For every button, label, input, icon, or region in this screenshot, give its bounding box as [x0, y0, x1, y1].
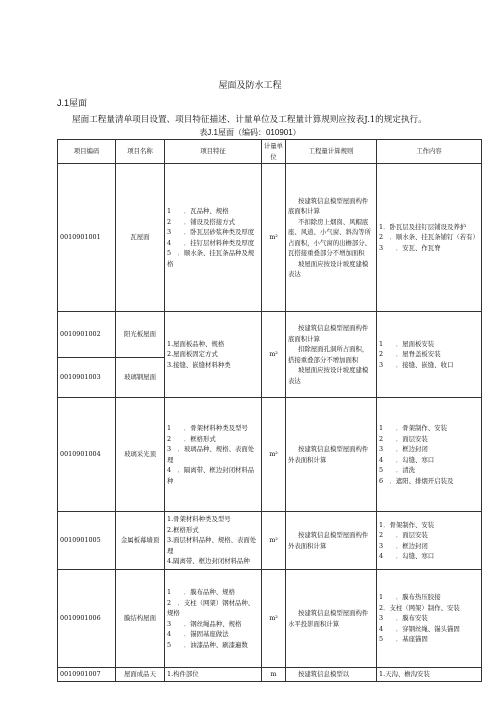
work-line: 3 ．框边封闭: [379, 541, 428, 550]
work-line: 2 ．顺水条、挂瓦条铺钉（若有）: [379, 233, 479, 242]
work-line: 6 ．遮阳、排烟开启装及: [379, 476, 454, 485]
calc-rule-cell: [286, 668, 377, 682]
work-line: 3 ．安瓦、作瓦脊: [379, 243, 441, 252]
work-content-cell: [377, 164, 482, 312]
section-heading: J.1屋面: [57, 98, 88, 108]
unit-cell: m²: [262, 312, 286, 398]
header-item-code: 项目编码: [58, 140, 116, 164]
rule-line: 按建筑信息模型以: [298, 670, 350, 678]
feature-line: 1 ．膜布品种、规格: [167, 588, 235, 596]
rule-line: 坡屋面应按设计坡度建模表达: [288, 259, 369, 278]
feature-line: 2.框格形式: [167, 525, 199, 534]
feature-line: 4 ．挂钉层材料种类及厚度: [167, 238, 255, 247]
unit-cell: m: [262, 668, 286, 682]
rule-line: 按建筑信息模型屋面构件水平投影面积计算: [288, 609, 369, 628]
work-line: 4 ．勾缝、寒口: [379, 455, 435, 464]
intro-paragraph: 屋面工程量清单项目设置、项目特征描述、计量单位及工程量计算规则应按表J.1的规定执行。: [72, 115, 427, 125]
feature-line: 1.骨架材料种类及型号: [167, 515, 231, 524]
item-features-cell: [165, 512, 262, 570]
calc-rule-cell: [286, 512, 377, 570]
unit-cell: m²: [262, 512, 286, 570]
feature-line: 5 ．油漆品种、刷漆遍数: [167, 640, 248, 649]
item-name-cell: 屋面成品天: [116, 668, 165, 682]
header-calc-rule: 工程量计算规则: [286, 140, 377, 164]
unit-cell: m²: [262, 398, 286, 512]
work-line: 2．支柱（网架）制作、安装: [379, 603, 460, 612]
item-code-cell: 0010901006: [58, 570, 116, 668]
feature-line: 3 ．钢丝绳品种、规格: [167, 619, 242, 628]
work-line: 3 ．框边封闭: [379, 445, 428, 453]
work-line: 1 ．屋面板安装: [379, 339, 435, 348]
work-line: 2 ．面层安装: [379, 434, 428, 443]
work-line: 5 ．清洗: [379, 466, 416, 474]
item-name-cell: 膜结构屋面: [116, 570, 165, 668]
feature-line: 1 ．骨架材料种类及型号: [167, 424, 248, 432]
feature-line: 1 ．瓦品种、规格: [167, 207, 229, 215]
work-content-cell: [377, 570, 482, 668]
bill-of-quantities-table: [57, 139, 482, 682]
rule-line: 按建筑信息模型屋面构件外表面积计算: [288, 531, 369, 550]
feature-line: 3.面层材料品种、规格、表面处理: [167, 536, 257, 555]
item-code-cell: 0010901003: [58, 358, 116, 398]
item-code-cell: 0010901001: [58, 164, 116, 312]
header-unit: 计量单位: [262, 140, 286, 164]
table-header-row: [58, 140, 482, 164]
feature-line: 5 ．顺水条、挂瓦条品种及规格: [167, 249, 255, 268]
rule-line: 不扣除房上烟囱、风帽底座、风道、小气窗、斜沟等所占面积，小气窗的出檐部分、瓦搭接重叠部分不增加面积: [288, 217, 372, 257]
rule-line: 按建筑信息模型屋面构件外表面积计算: [288, 445, 369, 464]
rule-line: 按建筑信息模型屋面构件底面积计算: [288, 324, 369, 343]
item-features-cell: [165, 668, 262, 682]
unit-cell: m²: [262, 570, 286, 668]
table-row: [58, 312, 482, 358]
work-line: 1 ．膜布热压胶接: [379, 593, 441, 602]
feature-line: 4 ．隔离带、框边封闭材料品种: [167, 466, 255, 485]
unit-cell: m²: [262, 164, 286, 312]
work-line: 2 ．屋脊盖板安装: [379, 350, 441, 359]
rule-line: 坡屋面应按设计坡度建模表达: [288, 366, 369, 385]
work-content-cell: [377, 668, 482, 682]
work-line: 5 ．基座锚固: [379, 635, 428, 644]
feature-line: 2.屋面板固定方式: [167, 350, 218, 359]
item-code-cell: 0010901007: [58, 668, 116, 682]
item-code-cell: 0010901002: [58, 312, 116, 358]
feature-line: 2 ．铺设及搭接方式: [167, 217, 235, 226]
item-code-cell: 0010901004: [58, 398, 116, 512]
calc-rule-cell: [286, 164, 377, 312]
table-row: [58, 570, 482, 668]
table-body: [58, 164, 482, 682]
table-row: [58, 512, 482, 570]
work-content-cell: [377, 512, 482, 570]
rule-line: 按建筑信息模型屋面构件底面积计算: [288, 196, 369, 215]
page-title: 屋面及防水工程: [218, 81, 282, 91]
header-item-features: 项目特征: [165, 140, 262, 164]
work-line: 3 ．接缝、嵌缝、收口: [379, 360, 454, 369]
work-content-cell: [377, 398, 482, 512]
work-line: 3 ．膜布安装: [379, 614, 428, 623]
work-line: 2 ．面层安装: [379, 531, 428, 539]
header-item-name: 项目名称: [116, 140, 165, 164]
work-line: 4 ．勾缝、寒口: [379, 552, 435, 560]
item-code-cell: 0010901005: [58, 512, 116, 570]
item-name-cell: 玻璃钢屋面: [116, 358, 165, 398]
item-features-cell: [165, 164, 262, 312]
calc-rule-cell: [286, 398, 377, 512]
work-line: 4 ．穿钢丝绳、锚头锚固: [379, 624, 460, 633]
feature-line: 1.屋面板品种、规格: [167, 339, 225, 348]
rule-line: 扣除屋面孔洞所占面积，搭接重叠部分不增加面积: [288, 345, 369, 364]
work-content-cell: [377, 312, 482, 398]
header-work-content: 工作内容: [377, 140, 482, 164]
item-features-cell: [165, 398, 262, 512]
item-features-cell: [165, 312, 262, 398]
table-caption: 表J.1屋面（编码：010901）: [199, 128, 301, 137]
item-name-cell: 金属板幕墙顶: [116, 512, 165, 570]
work-line: 1 ．骨架制作、安装: [379, 424, 447, 432]
calc-rule-cell: [286, 570, 377, 668]
table-row: [58, 164, 482, 312]
feature-line: 2 ．框格形式: [167, 434, 216, 443]
item-features-cell: [165, 570, 262, 668]
feature-line: 3 ．玻璃品种、规格、表面处理: [167, 445, 255, 464]
work-line: 1．卧瓦层及挂钉层铺设及养护: [379, 222, 467, 231]
feature-line: 4 ．锚固基座做法: [167, 630, 229, 638]
table-row: [58, 668, 482, 682]
calc-rule-cell: [286, 312, 377, 398]
feature-line: 2 ．支柱（网架）钢材品种、规格: [167, 598, 255, 617]
item-name-cell: 阳光板屋面: [116, 312, 165, 358]
feature-line: 4.隔离带、框边封闭材料品种: [167, 557, 250, 566]
table-row: [58, 398, 482, 512]
feature-line: 3.接缝、嵌缝材料种类: [167, 360, 231, 369]
feature-line: 1.构件部位: [167, 670, 199, 678]
work-line: 1.天沟、檐沟安装: [379, 670, 430, 678]
feature-line: 3 ．卧瓦层砂浆种类及厚度: [167, 228, 255, 236]
item-name-cell: 瓦屋面: [116, 164, 165, 312]
item-name-cell: 玻璃采光顶: [116, 398, 165, 512]
work-line: 1．骨架制作、安装: [379, 520, 435, 529]
